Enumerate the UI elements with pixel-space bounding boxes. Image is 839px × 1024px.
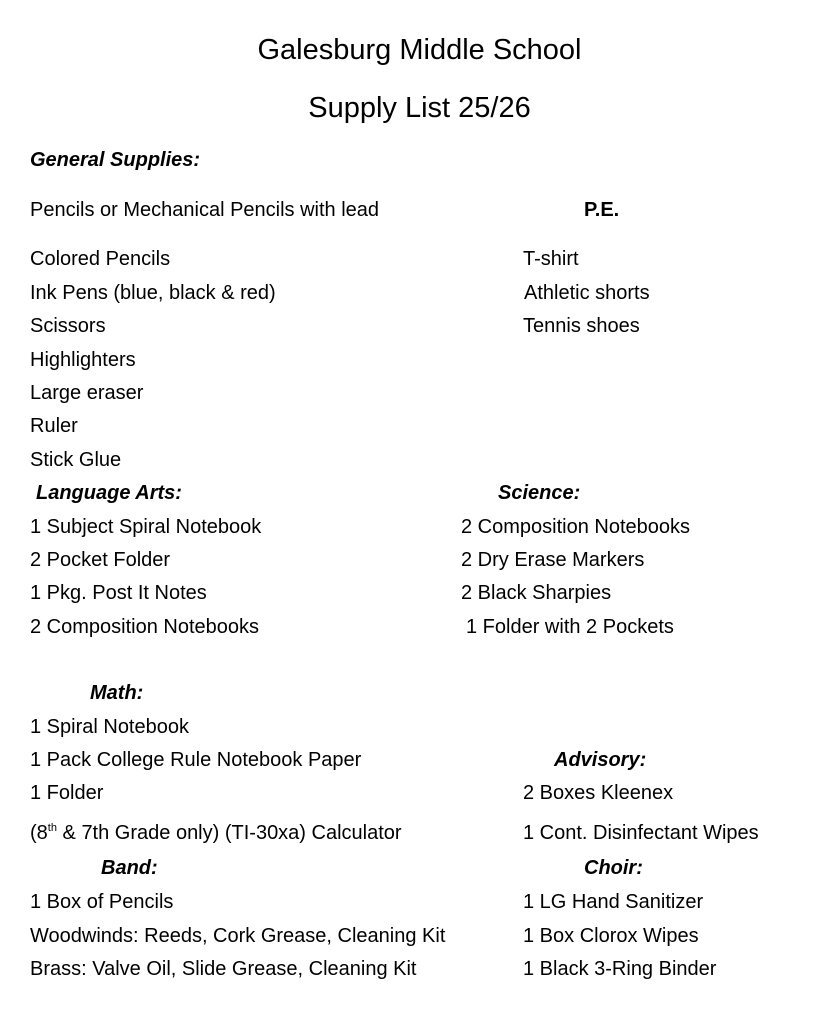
list-item: 1 Black 3-Ring Binder: [523, 958, 717, 980]
list-item: 1 Pkg. Post It Notes: [30, 582, 207, 604]
math-heading: Math:: [90, 682, 144, 704]
list-item: 1 Cont. Disinfectant Wipes: [523, 822, 759, 844]
list-item: Large eraser: [30, 382, 144, 404]
list-item: Woodwinds: Reeds, Cork Grease, Cleaning Kit: [30, 925, 446, 947]
pe-heading: P.E.: [584, 199, 620, 221]
list-item: T-shirt: [523, 248, 579, 270]
choir-heading: Choir:: [584, 857, 643, 879]
calculator-prefix: (8: [30, 822, 48, 844]
list-item: 2 Black Sharpies: [461, 582, 612, 604]
list-item: Tennis shoes: [523, 315, 640, 337]
list-item: Ruler: [30, 415, 78, 437]
band-heading: Band:: [101, 857, 158, 879]
list-item: Scissors: [30, 315, 106, 337]
list-item: 1 Folder with 2 Pockets: [466, 616, 674, 638]
list-item: 1 LG Hand Sanitizer: [523, 891, 704, 913]
list-item: 2 Dry Erase Markers: [461, 549, 645, 571]
advisory-heading: Advisory:: [554, 749, 647, 771]
list-item: 1 Box of Pencils: [30, 891, 174, 913]
list-item: 1 Subject Spiral Notebook: [30, 516, 262, 538]
list-item: Pencils or Mechanical Pencils with lead: [30, 199, 380, 221]
list-item: Athletic shorts: [524, 282, 650, 304]
list-item: Highlighters: [30, 349, 136, 371]
science-heading: Science:: [498, 482, 581, 504]
calculator-superscript: th: [47, 822, 57, 834]
list-item: Stick Glue: [30, 449, 122, 471]
list-item: Brass: Valve Oil, Slide Grease, Cleaning Kit: [30, 958, 417, 980]
calculator-item: [30, 821, 402, 845]
calculator-suffix: & 7th Grade only) (TI-30xa) Calculator: [56, 822, 402, 844]
list-item: 1 Spiral Notebook: [30, 716, 189, 738]
list-item: 1 Folder: [30, 782, 104, 804]
list-item: 2 Composition Notebooks: [30, 616, 260, 638]
list-item: 2 Boxes Kleenex: [523, 782, 674, 804]
page-subtitle: Supply List 25/26: [308, 92, 531, 124]
language-arts-heading: Language Arts:: [36, 482, 182, 504]
list-item: 1 Box Clorox Wipes: [523, 925, 699, 947]
list-item: 2 Composition Notebooks: [461, 516, 691, 538]
list-item: 2 Pocket Folder: [30, 549, 171, 571]
list-item: 1 Pack College Rule Notebook Paper: [30, 749, 362, 771]
list-item: Ink Pens (blue, black & red): [30, 282, 276, 304]
list-item: Colored Pencils: [30, 248, 171, 270]
page-title: Galesburg Middle School: [257, 34, 582, 66]
general-supplies-heading: General Supplies:: [30, 149, 201, 171]
